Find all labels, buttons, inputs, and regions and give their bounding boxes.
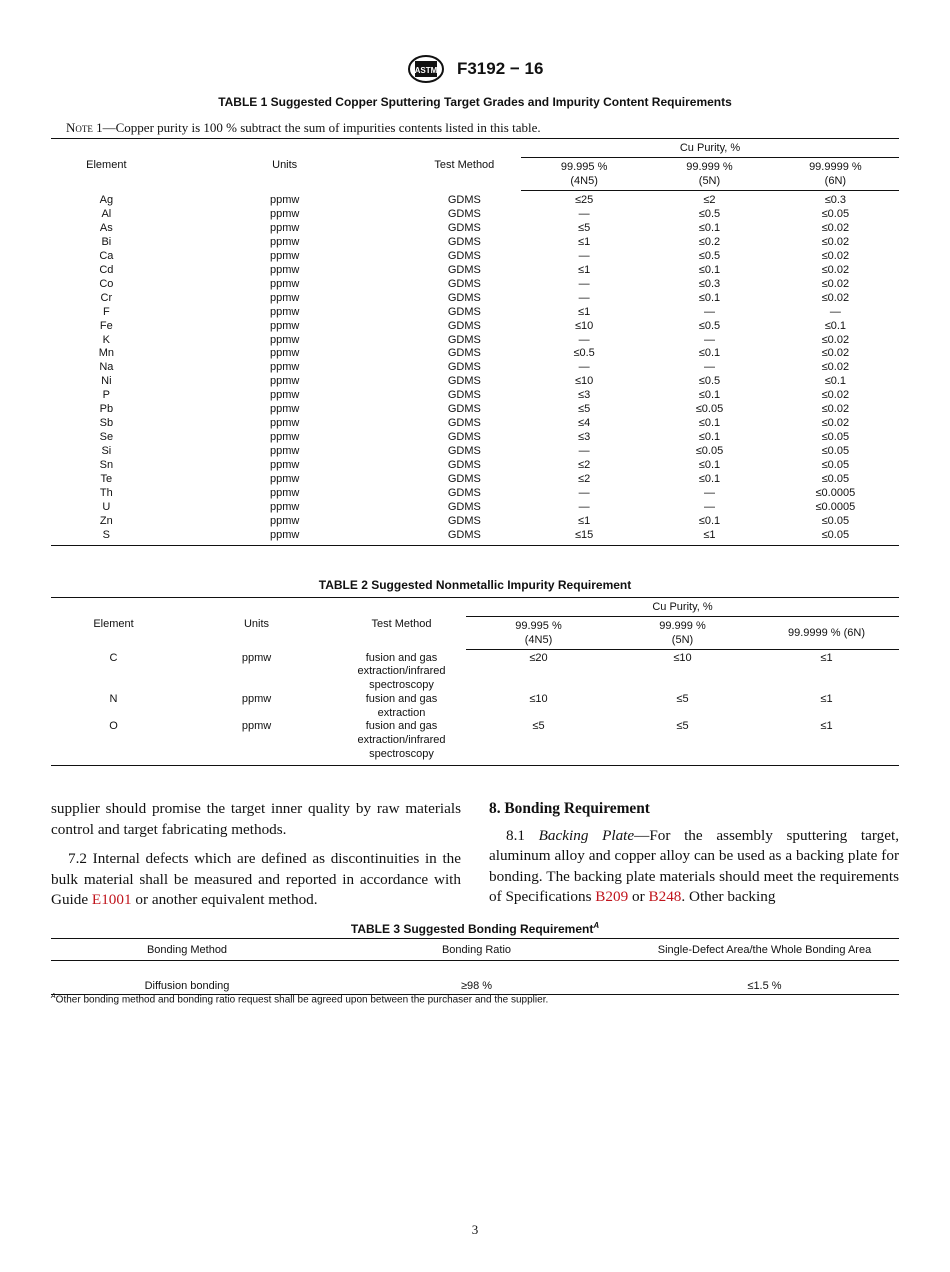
table-cell: Pb — [99, 403, 114, 416]
table-cell: ≤0.1 — [824, 375, 847, 388]
cell-element: O — [51, 720, 176, 765]
table-cell: ≤0.1 — [698, 459, 721, 472]
table-cell: ≤0.1 — [698, 263, 721, 276]
table-cell: GDMS — [447, 403, 481, 416]
cell-value: ≤1 — [820, 652, 833, 664]
table-cell: Ni — [101, 375, 112, 388]
table-cell: GDMS — [447, 221, 481, 234]
col-element: Element — [51, 598, 176, 650]
table-cell: ≤25 — [574, 194, 594, 206]
table-cell: Co — [99, 277, 114, 290]
table-cell: GDMS — [447, 473, 481, 486]
note-label: Note 1 — [66, 120, 103, 135]
table-row — [51, 417, 899, 431]
table-row — [51, 278, 899, 292]
table-row — [51, 264, 899, 278]
cell-value: ≤5 — [466, 720, 611, 765]
col-element: Element — [51, 139, 162, 191]
table-row: Diffusion bonding ≥98 % ≤1.5 % — [51, 961, 899, 995]
table-row — [51, 487, 899, 501]
table-cell: — — [703, 305, 715, 318]
astm-logo-icon — [407, 54, 445, 84]
table-cell: GDMS — [447, 291, 481, 304]
table-cell: Sb — [99, 417, 114, 430]
table-cell: GDMS — [447, 361, 481, 374]
table-row — [51, 501, 899, 515]
table-cell: ≤3 — [578, 431, 591, 444]
table-cell: — — [578, 207, 590, 220]
table-cell: Fe — [99, 319, 113, 332]
table-cell: — — [578, 487, 590, 500]
cell-units: ppmw — [176, 720, 337, 765]
page-number: 3 — [471, 1222, 479, 1237]
table-cell: S — [51, 529, 162, 545]
table-cell: ≤0.5 — [698, 375, 721, 388]
table3-caption: TABLE 3 Suggested Bonding Requirement$^A$ — [350, 921, 600, 936]
table-row — [51, 250, 899, 264]
table-cell: ≤0.1 — [698, 417, 721, 430]
table-cell: GDMS — [408, 529, 521, 545]
table-row — [51, 720, 899, 765]
grade-4n5: 99.995 % (4N5) — [466, 617, 611, 650]
table-cell: Ag — [99, 193, 114, 206]
table-cell: Te — [100, 473, 113, 486]
col-method: Test Method — [408, 139, 521, 191]
paragraph-8-1: 8.1 Backing Plate—For the assembly sputtering target, aluminum alloy and copper alloy can be used as a backing plate for bonding. The backing plate materials should meet the requirements of Specifications B209 or B248. Other backing — [489, 826, 900, 906]
table-cell: GDMS — [447, 193, 481, 206]
table-cell: Se — [99, 431, 114, 444]
table-cell: — — [703, 333, 715, 346]
table-cell: P — [102, 389, 111, 402]
table-cell: ≤0.05 — [821, 431, 850, 444]
table-cell: — — [829, 305, 841, 318]
col-bonding-method: Bonding Method — [51, 939, 323, 961]
table-cell: ppmw — [269, 361, 300, 374]
table-row — [51, 222, 899, 236]
table-cell: GDMS — [447, 487, 481, 500]
table-cell: ≤2 — [578, 459, 591, 472]
table-cell: ppmw — [269, 249, 300, 262]
table-cell: ppmw — [269, 263, 300, 276]
table-cell: ≤0.0005 — [815, 487, 856, 500]
table1 — [51, 138, 899, 546]
table-cell: ppmw — [269, 193, 300, 206]
table-cell: ≤0.3 — [824, 194, 847, 206]
cell-value: ≤10 — [673, 652, 692, 664]
grade-6n: 99.9999 % (6N) — [772, 158, 899, 191]
table-cell: ≤1 — [578, 235, 591, 248]
table-cell: ≤0.05 — [821, 459, 850, 472]
table-cell: ≤5 — [578, 221, 591, 234]
table3-footnote: $^A$Other bonding method and bonding ratio request shall be agreed upon between the purchaser and the supplier. — [51, 993, 549, 1006]
col-units: Units — [162, 139, 408, 191]
table-cell: ≤0.2 — [698, 235, 721, 248]
table-cell: — — [703, 500, 715, 513]
table-cell: — — [703, 361, 715, 374]
table-cell: ≤0.02 — [821, 389, 850, 402]
paragraph-7-2: 7.2 Internal defects which are defined as discontinuities in the bulk material shall be measured and reported in accordance with Guide E1001 or another equivalent method. — [51, 850, 461, 909]
table-cell: — — [578, 291, 590, 304]
table-row — [51, 375, 899, 389]
table-cell: ≤0.05 — [695, 445, 724, 458]
table-cell: GDMS — [447, 375, 481, 388]
table-cell: Zn — [99, 514, 113, 527]
cell-units: ppmw — [241, 651, 272, 664]
page-header — [0, 54, 950, 84]
table1-caption: TABLE 1 Suggested Copper Sputtering Target Grades and Impurity Content Requirements — [218, 95, 732, 109]
left-column — [51, 799, 461, 920]
table-row — [51, 389, 899, 403]
table-cell: ≤0.1 — [824, 319, 847, 332]
cell-units: ppmw — [241, 692, 272, 705]
link-b248[interactable]: B248 — [648, 888, 682, 906]
right-column — [489, 799, 899, 917]
table-cell: ≤1 — [578, 514, 591, 527]
table-cell: K — [102, 333, 111, 346]
table-cell: ppmw — [269, 403, 300, 416]
table-cell: GDMS — [447, 277, 481, 290]
table-cell: ≤0.5 — [698, 319, 721, 332]
table-cell: ≤5 — [578, 403, 591, 416]
table-cell: ≤1 — [578, 305, 591, 318]
table-cell: ≤0.1 — [698, 291, 721, 304]
table-row — [51, 347, 899, 361]
svg-text:ASTM: ASTM — [414, 66, 437, 75]
table-cell: — — [578, 333, 590, 346]
table-cell: ≤0.05 — [821, 514, 850, 527]
col-units: Units — [176, 598, 337, 650]
table-cell: ≤2 — [578, 473, 591, 486]
table-cell: — — [703, 487, 715, 500]
table-cell: ≤0.05 — [695, 403, 724, 416]
table-row — [51, 292, 899, 306]
table-cell: — — [578, 277, 590, 290]
table-cell: ≤0.05 — [772, 529, 899, 545]
grade-5n: 99.999 % (5N) — [647, 158, 772, 191]
table-cell: ppmw — [269, 500, 300, 513]
table-cell: ≤0.02 — [821, 291, 850, 304]
table-cell: GDMS — [447, 333, 481, 346]
table-cell: ppmw — [269, 235, 300, 248]
table-cell: ≤0.02 — [821, 249, 850, 262]
table-cell: ≤3 — [578, 389, 591, 402]
table-cell: ppmw — [269, 459, 300, 472]
table-cell: ≤0.02 — [821, 361, 850, 374]
table-cell: ppmw — [269, 305, 300, 318]
table-cell: ≤0.3 — [698, 277, 721, 290]
table-cell: Bi — [101, 235, 112, 248]
table-cell: Th — [99, 487, 113, 500]
table-cell: ≤0.1 — [698, 514, 721, 527]
cell-value: ≤5 — [676, 692, 689, 705]
table-cell: ppmw — [269, 473, 300, 486]
table-cell: ppmw — [269, 291, 300, 304]
col-bonding-ratio: Bonding Ratio — [323, 939, 630, 961]
table-cell: ppmw — [269, 221, 300, 234]
table-cell: ppmw — [269, 277, 300, 290]
table-cell: GDMS — [447, 445, 481, 458]
cell-element: N — [109, 692, 118, 705]
table-cell: Si — [101, 445, 112, 458]
cell-value: ≤10 — [529, 692, 548, 705]
table-cell: Ca — [99, 249, 114, 262]
table-cell: ppmw — [162, 529, 408, 545]
table-cell: ≤0.05 — [821, 445, 850, 458]
table-cell: Cr — [100, 291, 113, 304]
table-cell: ≤0.02 — [821, 333, 850, 346]
table-row — [51, 334, 899, 348]
table-cell: ≤0.05 — [821, 207, 850, 220]
link-e1001[interactable]: E1001 — [91, 891, 132, 909]
cell-element: C — [109, 651, 118, 664]
table-row — [51, 473, 899, 487]
table-cell: ≤0.1 — [698, 347, 721, 360]
table-cell: ≤15 — [521, 529, 647, 545]
table-cell: ≤0.1 — [698, 473, 721, 486]
table-cell: — — [578, 445, 590, 458]
table-cell: ≤0.02 — [821, 263, 850, 276]
table-cell: GDMS — [447, 263, 481, 276]
table-cell: ≤0.05 — [821, 473, 850, 486]
table-cell: GDMS — [447, 500, 481, 513]
table-cell: ≤0.02 — [821, 235, 850, 248]
table-cell: Mn — [98, 347, 114, 360]
table-cell: — — [578, 361, 590, 374]
col-purity: Cu Purity, % — [466, 598, 899, 617]
table-row — [51, 431, 899, 445]
table-cell: F — [102, 305, 110, 318]
standard-designation: F3192 − 16 — [456, 59, 544, 78]
table-cell: As — [99, 221, 113, 234]
grade-6n: 99.9999 % (6N) — [754, 617, 899, 650]
table-cell: GDMS — [447, 347, 481, 360]
table-cell: ppmw — [269, 347, 300, 360]
table-cell: ≤0.02 — [821, 347, 850, 360]
grade-5n: 99.999 % (5N) — [611, 617, 754, 650]
table-cell: ≤0.02 — [821, 417, 850, 430]
table-cell: ≤0.1 — [698, 431, 721, 444]
cell-value: ≤5 — [611, 720, 754, 765]
table-row — [51, 529, 899, 545]
table-cell: GDMS — [447, 207, 481, 220]
table-cell: GDMS — [447, 305, 481, 318]
grade-4n5: 99.995 % (4N5) — [521, 158, 647, 191]
table-cell: Na — [99, 361, 114, 374]
table-row — [51, 361, 899, 375]
col-purity: Cu Purity, % — [521, 139, 899, 158]
table-cell: ≤0.02 — [821, 277, 850, 290]
table-cell: ≤1 — [647, 529, 772, 545]
table-row — [51, 693, 899, 721]
cell-value: ≤1 — [820, 692, 833, 705]
table-cell: ≤0.0005 — [815, 500, 856, 513]
col-defect-area: Single-Defect Area/the Whole Bonding Area — [630, 939, 899, 961]
table1-note — [66, 120, 541, 136]
table-cell: Cd — [99, 263, 114, 276]
table-cell: ≤10 — [574, 375, 594, 388]
table-cell: ppmw — [269, 445, 300, 458]
table-cell: ≤2 — [703, 194, 716, 206]
cell-method: fusion and gas extraction — [365, 692, 438, 719]
table-cell: ≤0.5 — [573, 347, 595, 360]
table-row — [51, 191, 899, 208]
table-cell: ppmw — [269, 207, 300, 220]
table-cell: GDMS — [447, 431, 481, 444]
table-cell: ≤0.1 — [698, 221, 721, 234]
table-cell: ppmw — [269, 417, 300, 430]
table-cell: ≤10 — [574, 319, 594, 332]
table2 — [51, 597, 899, 766]
table2-caption: TABLE 2 Suggested Nonmetallic Impurity Requirement — [318, 578, 632, 592]
table-cell: GDMS — [447, 389, 481, 402]
table-row — [51, 236, 899, 250]
table-cell: GDMS — [447, 235, 481, 248]
paragraph-continued: supplier should promise the target inner quality by raw materials control and target fabricating methods. — [51, 800, 461, 838]
cell-value: ≤1 — [754, 720, 899, 765]
table-cell: ppmw — [269, 319, 300, 332]
table-row — [51, 208, 899, 222]
table-cell: ≤4 — [578, 417, 591, 430]
table-cell: GDMS — [447, 319, 481, 332]
section-heading-8: 8. Bonding Requirement — [489, 800, 650, 817]
table-cell: ppmw — [269, 514, 300, 527]
table-cell: ppmw — [269, 333, 300, 346]
table-row — [51, 650, 899, 693]
table-cell: — — [578, 249, 590, 262]
col-method: Test Method — [337, 598, 466, 650]
table-cell: U — [102, 500, 111, 513]
table-cell: GDMS — [447, 417, 481, 430]
cell-value: ≤20 — [529, 652, 548, 664]
note-text: —Copper purity is 100 % subtract the sum of impurities contents listed in this table. — [102, 120, 541, 135]
link-b209[interactable]: B209 — [595, 888, 629, 906]
table-cell: Al — [101, 207, 112, 220]
table-cell: GDMS — [447, 459, 481, 472]
table-row — [51, 459, 899, 473]
table-row — [51, 403, 899, 417]
table-row — [51, 515, 899, 529]
table-cell: ≤0.5 — [698, 207, 721, 220]
table-cell: ppmw — [269, 487, 300, 500]
table-cell: ≤0.02 — [821, 221, 850, 234]
cell-method: fusion and gas extraction/infrared spectroscopy — [357, 651, 446, 692]
table-row — [51, 445, 899, 459]
table-cell: ppmw — [269, 431, 300, 444]
table-row — [51, 306, 899, 320]
table-cell: GDMS — [447, 249, 481, 262]
table-cell: Sn — [99, 459, 114, 472]
table-row — [51, 320, 899, 334]
table-cell: ppmw — [269, 375, 300, 388]
table-cell: ≤1 — [578, 263, 591, 276]
table-cell: ≤0.5 — [698, 249, 721, 262]
table3 — [51, 938, 899, 995]
table-cell: — — [578, 500, 590, 513]
cell-method: fusion and gas extraction/infrared spectroscopy — [337, 720, 466, 765]
table-cell: ≤0.02 — [821, 403, 850, 416]
table-cell: ppmw — [269, 389, 300, 402]
table-cell: GDMS — [447, 514, 481, 527]
table-cell: ≤0.1 — [698, 389, 721, 402]
